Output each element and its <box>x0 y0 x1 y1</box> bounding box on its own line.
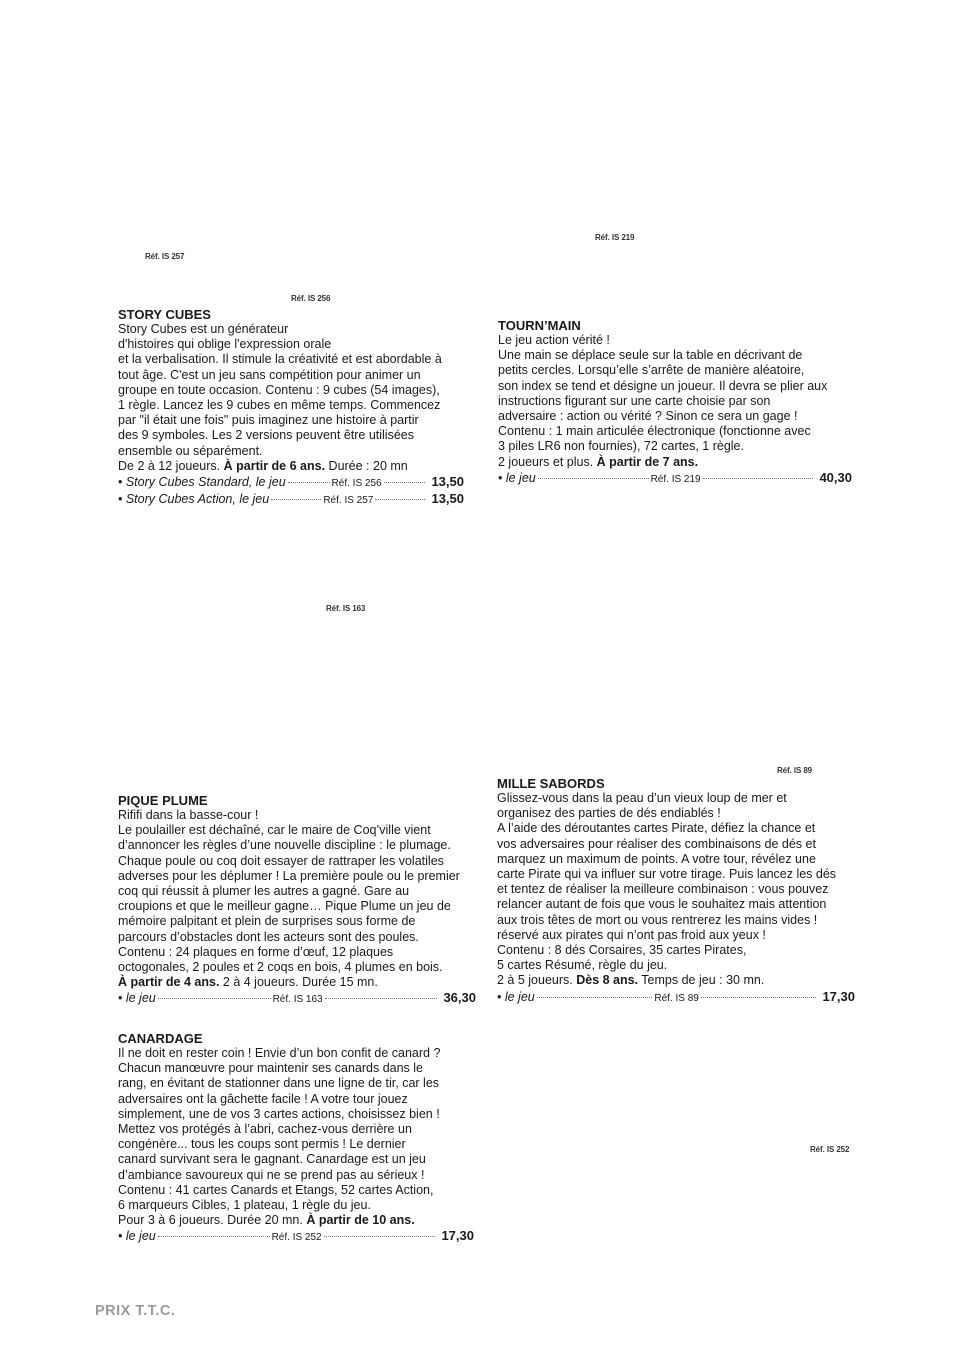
item-price: 36,30 <box>443 990 476 1006</box>
desc-line: Contenu : 8 dés Corsaires, 35 cartes Pirates, <box>497 943 747 958</box>
price-line <box>118 990 476 1007</box>
item-ref: Réf. IS 257 <box>323 495 374 507</box>
desc-line: groupe en toute occasion. Contenu : 9 cubes (54 images), <box>118 382 440 397</box>
desc-line: vos adversaires pour réaliser des combinaisons de dés et <box>497 836 816 851</box>
players-age-line: Pour 3 à 6 joueurs. Durée 20 mn. À partir de 10 ans. <box>118 1213 415 1228</box>
item-price: 17,30 <box>822 988 855 1004</box>
item-label: • le jeu <box>118 1229 156 1244</box>
item-label: • le jeu <box>497 989 535 1004</box>
ref-label-is89: Réf. IS 89 <box>777 766 813 775</box>
players-age-line: 2 à 5 joueurs. Dès 8 ans. Temps de jeu : 30 mn. <box>497 973 765 988</box>
ref-label-is257: Réf. IS 257 <box>145 252 185 261</box>
product-mille-sabords <box>497 776 857 1006</box>
desc-line: Glissez-vous dans la peau d’un vieux loup de mer et <box>497 791 787 805</box>
desc-line: mémoire palpitant et plein de surprises sous forme de <box>118 914 416 929</box>
desc-line: Le poulailler est déchaîné, car le maire de Coq’ville vient <box>118 823 431 838</box>
desc-line: Chacun manœuvre pour maintenir ses canards dans le <box>118 1061 424 1076</box>
desc-line: d’ambiance savoureux qui ne se prend pas au sérieux ! <box>118 1167 425 1182</box>
desc-line: ensemble ou séparément. <box>118 443 263 458</box>
prices-footer: PRIX T.T.C. <box>95 1303 176 1319</box>
desc-line: carte Pirate qui va influer sur votre tirage. Puis lancez les dés <box>497 867 837 882</box>
item-ref: Réf. IS 89 <box>654 992 699 1004</box>
desc-line: Mettez vos protégés à l’abri, cachez-vous derrière un <box>118 1122 412 1137</box>
desc-line: Contenu : 24 plaques en forme d’œuf, 12 plaques <box>118 944 394 959</box>
desc-line: relancer autant de fois que vous le souhaitez mais attention <box>497 897 827 912</box>
price-line-action <box>118 491 464 508</box>
desc-line: d'histoires qui oblige l'expression orale <box>118 337 332 352</box>
desc-line: Le jeu action vérité ! <box>498 333 610 347</box>
desc-line: congénère... tous les coups sont permis ! Le dernier <box>118 1137 406 1152</box>
desc-line: et la verbalisation. Il stimule la créativité et est abordable à <box>118 352 442 367</box>
price-line-standard <box>118 474 464 491</box>
desc-line: octogonales, 2 poules et 2 coqs en bois, 4 plumes en bois. <box>118 960 443 975</box>
product-title: TOURN’MAIN <box>498 318 581 333</box>
desc-line: Contenu : 1 main articulée électronique (fonctionne avec <box>498 424 811 439</box>
players-age-line: 2 joueurs et plus. À partir de 7 ans. <box>498 454 699 469</box>
ref-label-is256: Réf. IS 256 <box>291 294 331 303</box>
item-label: • Story Cubes Action, le jeu <box>118 492 270 507</box>
product-story-cubes <box>118 307 474 508</box>
desc-line: des 9 symboles. Les 2 versions peuvent être utilisées <box>118 428 414 443</box>
desc-line: simplement, une de vos 3 cartes actions, choisissez bien ! <box>118 1106 440 1121</box>
desc-line: adversaires ont la gâchette facile ! A votre tour jouez <box>118 1091 408 1106</box>
item-label: • Story Cubes Standard, le jeu <box>118 475 286 490</box>
desc-line: coq qui réussit à plumer les autres a gagné. Gare au <box>118 884 410 899</box>
desc-line: A l’aide des déroutantes cartes Pirate, défiez la chance et <box>497 821 816 836</box>
item-ref: Réf. IS 163 <box>272 994 323 1006</box>
desc-line: 1 règle. Lancez les 9 cubes en même temps. Commencez <box>118 398 441 413</box>
players-age-line: À partir de 4 ans. 2 à 4 joueurs. Durée 15 mn. <box>118 975 378 990</box>
product-title: CANARDAGE <box>118 1031 203 1046</box>
item-price: 13,50 <box>431 474 464 490</box>
desc-line: instructions figurant sur une carte choisie par son <box>498 393 771 408</box>
product-title: PIQUE PLUME <box>118 793 208 808</box>
item-ref: Réf. IS 219 <box>650 473 701 485</box>
ref-label-is219: Réf. IS 219 <box>595 233 635 242</box>
item-price: 13,50 <box>431 491 465 507</box>
desc-line: 6 marqueurs Cibles, 1 plateau, 1 règle du jeu. <box>118 1198 371 1213</box>
ref-label-is252: Réf. IS 252 <box>810 1145 850 1154</box>
desc-line: Rififi dans la basse-cour ! <box>118 808 259 822</box>
item-ref: Réf. IS 252 <box>271 1232 322 1244</box>
desc-line: et tentez de réaliser la meilleure combinaison : vous pouvez <box>497 882 829 897</box>
desc-line: rang, en évitant de stationner dans une ligne de tir, car les <box>118 1076 440 1091</box>
product-title: MILLE SABORDS <box>497 776 605 791</box>
price-line <box>118 1228 474 1245</box>
players-age-line: De 2 à 12 joueurs. À partir de 6 ans. Durée : 20 mn <box>118 458 408 473</box>
desc-line: Chaque poule ou coq doit essayer de rattraper les volatiles <box>118 853 444 868</box>
product-tourn-main <box>498 318 854 487</box>
desc-line: réservé aux pirates qui n’ont pas froid aux yeux ! <box>497 927 766 942</box>
desc-line: Il ne doit en rester coin ! Envie d’un bon confit de canard ? <box>118 1046 441 1060</box>
item-label: • le jeu <box>118 991 156 1006</box>
desc-line: croupions et que le meilleur gagne… Pique Plume un jeu de <box>118 899 451 914</box>
desc-line: d’annoncer les règles d’une nouvelle discipline : le plumage. <box>118 838 451 853</box>
desc-line: adversaire : action ou vérité ? Sinon ce sera un gage ! <box>498 409 798 424</box>
product-pique-plume <box>118 793 478 1008</box>
desc-line: parcours d’obstacles dont les acteurs sont des poules. <box>118 929 419 944</box>
desc-line: tout âge. C'est un jeu sans compétition pour animer un <box>118 367 421 382</box>
product-canardage <box>118 1031 478 1246</box>
desc-line: aux trois têtes de mort ou vous rentrerez les mains vides ! <box>497 912 818 927</box>
item-price: 40,30 <box>819 469 852 485</box>
desc-line: par "il était une fois" puis imaginez une histoire à partir <box>118 413 419 428</box>
product-title: STORY CUBES <box>118 307 211 322</box>
desc-line: Une main se déplace seule sur la table en décrivant de <box>498 348 803 363</box>
item-price: 17,30 <box>441 1228 474 1244</box>
item-label: • le jeu <box>498 470 536 485</box>
desc-line: canard survivant sera le gagnant. Canardage est un jeu <box>118 1152 426 1167</box>
desc-line: son index se tend et désigne un joueur. Il devra se plier aux <box>498 378 828 393</box>
price-line <box>498 470 852 487</box>
desc-line: Story Cubes est un générateur <box>118 322 289 336</box>
desc-line: 3 piles LR6 non fournies), 72 cartes, 1 règle. <box>498 439 744 454</box>
desc-line: Contenu : 41 cartes Canards et Etangs, 52 cartes Action, <box>118 1182 434 1197</box>
desc-line: 5 cartes Résumé, règle du jeu. <box>497 958 668 973</box>
ref-label-is163: Réf. IS 163 <box>326 604 366 613</box>
item-ref: Réf. IS 256 <box>331 478 382 490</box>
desc-line: adverses pour les déplumer ! La première poule ou le premier <box>118 868 460 883</box>
desc-line: marquez un maximum de points. A votre tour, révélez une <box>497 851 816 866</box>
desc-line: petits cercles. Lorsqu’elle s’arrête de manière aléatoire, <box>498 363 805 378</box>
price-line <box>497 989 855 1006</box>
desc-line: organisez des parties de dés endiablés ! <box>497 806 721 821</box>
